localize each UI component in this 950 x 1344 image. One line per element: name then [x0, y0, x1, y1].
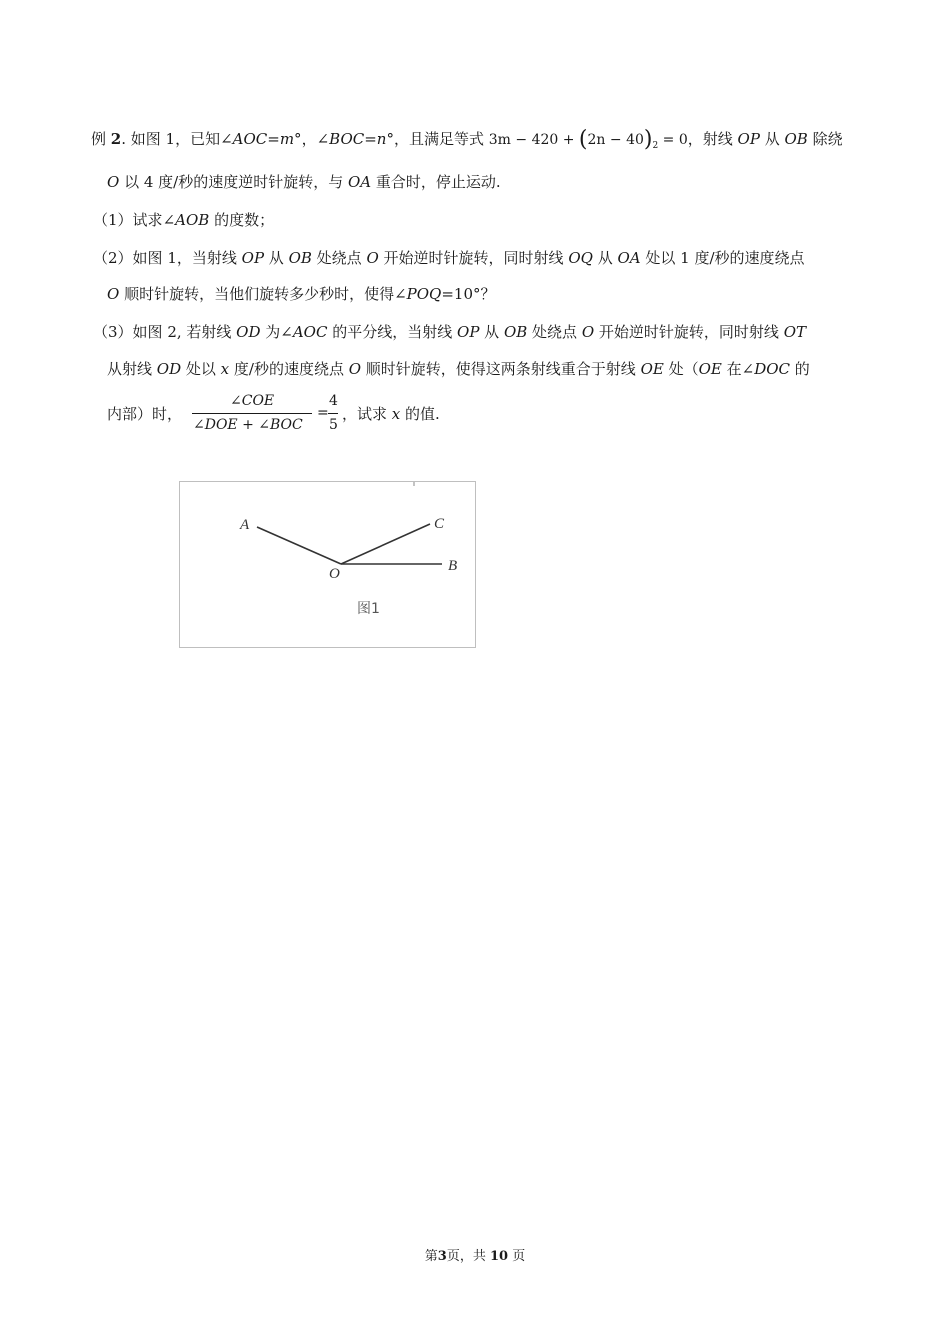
question-1	[93, 210, 274, 230]
figure-caption: 图1	[357, 601, 380, 617]
question-2-line-1	[93, 248, 805, 268]
text-segment: 除绕	[807, 130, 843, 148]
fraction-four-fifths	[328, 392, 340, 436]
fraction-denominator: ∠DOE + ∠BOC	[193, 417, 303, 433]
text-segment: 处（	[663, 360, 699, 378]
question-3-line-1	[93, 322, 806, 342]
text-segment: =10°？	[441, 285, 496, 303]
page-footer	[0, 1245, 950, 1264]
equation-part: 3m − 420 +	[488, 132, 579, 148]
angle-boc: ∠BOC	[316, 130, 365, 148]
text-segment: ，且满足等式	[393, 130, 489, 148]
ray-oc-line	[341, 524, 430, 564]
angle-aoc: ∠AOC	[220, 130, 268, 148]
ray-oa-line	[257, 527, 341, 564]
text-segment: 从	[759, 130, 785, 148]
text-segment: 的	[790, 360, 810, 378]
equation-part: 2n − 40	[587, 132, 644, 148]
example-line-2	[107, 172, 501, 192]
ray-ot: OT	[783, 323, 806, 341]
point-o: O	[581, 323, 595, 341]
example-prefix: 例	[91, 130, 111, 148]
page-number: 3	[437, 1249, 447, 1264]
label-a: A	[240, 517, 250, 533]
label-b: B	[448, 558, 458, 574]
example-number: 2	[110, 130, 122, 148]
text-segment: 开始逆时针旋转，同时射线	[594, 323, 784, 341]
text-segment: 内部）时，	[107, 405, 183, 423]
text-segment: ，试求	[342, 405, 392, 423]
value-n: =n°	[364, 130, 394, 148]
text-segment: 开始逆时针旋转，同时射线	[378, 249, 569, 267]
question-2-line-2	[107, 284, 496, 304]
text-segment: 从	[264, 249, 289, 267]
question-3-line-3-tail	[342, 404, 440, 424]
footer-text: 第	[424, 1249, 438, 1264]
text-segment: 的度数；	[209, 211, 275, 229]
text-segment: 处以 1 度/秒的速度绕点	[640, 249, 805, 267]
angle-aoc: ∠AOC	[280, 323, 328, 341]
equation-exponent: 2	[652, 141, 659, 151]
text-segment: 度/秒的速度绕点	[229, 360, 349, 378]
text-segment: 处绕点	[311, 249, 367, 267]
variable-x: x	[391, 405, 401, 423]
ray-op: OP	[737, 130, 760, 148]
ray-od: OD	[156, 360, 182, 378]
ray-od: OD	[236, 323, 261, 341]
equals-sign	[317, 404, 329, 422]
point-o: O	[107, 285, 120, 303]
footer-text: 页，共	[446, 1249, 490, 1264]
ray-oe: OE	[698, 360, 722, 378]
text-segment: . 如图 1，已知	[121, 130, 221, 148]
text-segment: ，射线	[687, 130, 738, 148]
ray-ob: OB	[288, 249, 312, 267]
equation-paren: )	[643, 127, 653, 152]
text-segment: ，	[301, 130, 317, 148]
question-number: （3）	[93, 323, 133, 341]
footer-text: 页	[508, 1249, 526, 1264]
text-segment: 从	[592, 249, 618, 267]
fraction-numerator: ∠COE	[230, 393, 275, 409]
equals-text: =	[317, 405, 329, 421]
angle-doc: ∠DOC	[741, 360, 791, 378]
value-m: =m°	[267, 130, 302, 148]
text-segment: 为	[260, 323, 281, 341]
point-o: O	[107, 173, 120, 191]
question-3-line-3	[107, 404, 182, 424]
fraction-numerator: 4	[329, 393, 338, 409]
text-segment: 重合时，停止运动.	[371, 173, 501, 191]
point-o: O	[348, 360, 362, 378]
text-segment: 如图 2, 若射线	[132, 323, 237, 341]
text-segment: 从	[479, 323, 504, 341]
text-segment: 如图 1，当射线	[132, 249, 242, 267]
text-segment: 试求	[132, 211, 163, 229]
text-segment: 从射线	[107, 360, 157, 378]
total-pages: 10	[489, 1249, 509, 1264]
question-number: （2）	[93, 249, 133, 267]
equation	[488, 127, 688, 152]
text-segment: 的值.	[400, 405, 440, 423]
text-segment: 处以	[181, 360, 221, 378]
text-segment: 顺时针旋转，当他们旋转多少秒时，使得	[119, 285, 395, 303]
example-line-1	[91, 129, 843, 156]
figure-1-diagram	[180, 482, 475, 647]
ray-ob: OB	[784, 130, 808, 148]
ray-oq: OQ	[568, 249, 593, 267]
text-segment: 以 4 度/秒的速度逆时针旋转，与	[119, 173, 348, 191]
point-o: O	[366, 249, 379, 267]
fraction-bar	[192, 413, 312, 414]
ray-oe: OE	[640, 360, 664, 378]
ray-oa: OA	[617, 249, 641, 267]
text-segment: 顺时针旋转，使得这两条射线重合于射线	[361, 360, 641, 378]
angle-poq: ∠POQ	[394, 285, 442, 303]
fraction-bar	[328, 413, 338, 414]
ray-oa: OA	[347, 173, 372, 191]
equation-paren: (	[578, 127, 588, 152]
fraction-denominator: 5	[329, 417, 338, 433]
text-segment: 处绕点	[527, 323, 582, 341]
figure-1	[179, 481, 476, 648]
text-segment: 在	[721, 360, 742, 378]
label-c: C	[434, 516, 445, 532]
question-3-line-2	[107, 359, 810, 379]
label-o: O	[329, 566, 340, 582]
ray-op: OP	[457, 323, 480, 341]
equation-part: = 0	[658, 132, 688, 148]
text-segment: 的平分线，当射线	[327, 323, 458, 341]
ray-op: OP	[241, 249, 265, 267]
fraction-angle-ratio	[192, 392, 316, 436]
variable-x: x	[220, 360, 230, 378]
angle-aob: ∠AOB	[162, 211, 210, 229]
question-number: （1）	[93, 211, 133, 229]
ray-ob: OB	[503, 323, 528, 341]
